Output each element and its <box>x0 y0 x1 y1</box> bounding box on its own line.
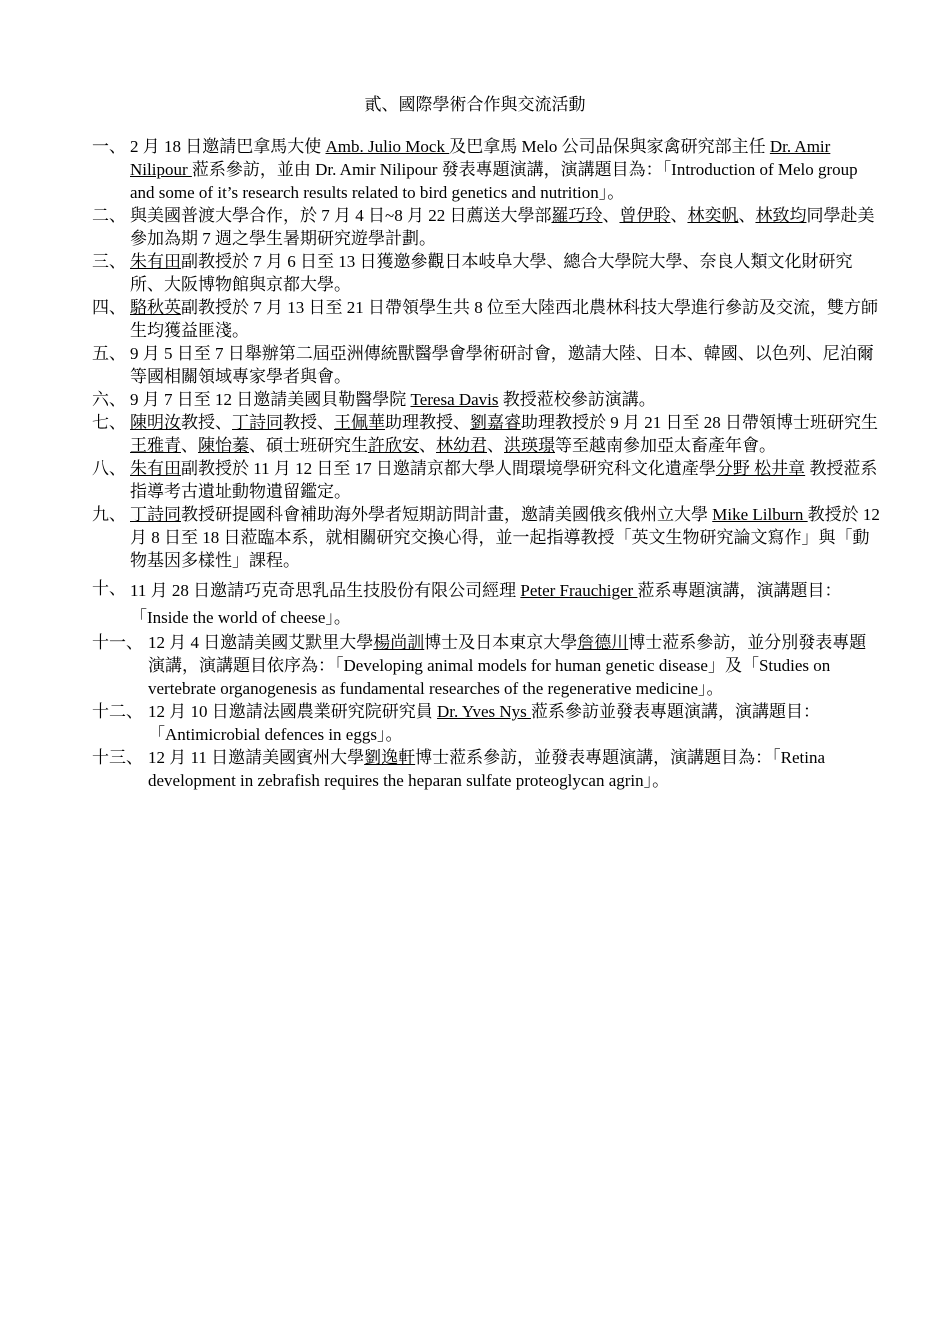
underlined-name: 王佩華 <box>334 413 385 432</box>
text-segment: 教授研提國科會補助海外學者短期訪問計畫，邀請美國俄亥俄州立大學 <box>181 505 713 524</box>
item-text <box>130 503 882 572</box>
item-text <box>148 631 882 700</box>
text-segment: 、 <box>602 206 620 225</box>
text-segment: 12 月 4 日邀請美國艾默里大學 <box>148 633 374 652</box>
item-number: 十一、 <box>92 633 143 652</box>
text-segment: 11 月 28 日邀請巧克奇思乳品生技股份有限公司經理 <box>130 581 521 600</box>
underlined-name: 丁詩同 <box>130 505 181 524</box>
underlined-name: Mike Lilburn <box>712 505 808 524</box>
underlined-name: Amb. Julio Mock <box>325 137 450 156</box>
underlined-name: 詹德川 <box>577 633 629 652</box>
underlined-name: 曾伊聆 <box>619 206 671 225</box>
text-segment: 、 <box>419 436 436 455</box>
underlined-name: 林幼君 <box>436 436 487 455</box>
text-segment: 蒞系參訪，並由 Dr. Amir Nilipour 發表專題演講，演講題目為：「Introduction of Melo group and some of it’s research results related to bird genetics and nutrition」。 <box>130 160 858 202</box>
list-item <box>92 250 882 296</box>
underlined-name: 朱有田 <box>130 459 181 478</box>
item-number: 一、 <box>92 137 126 156</box>
text-segment: 教授、 <box>181 413 232 432</box>
item-text <box>130 250 882 296</box>
list-item <box>92 411 882 457</box>
text-segment: 與美國普渡大學合作，於 7 月 4 日~8 月 22 日薦送大學部 <box>130 206 552 225</box>
underlined-name: 陳明汝 <box>130 413 181 432</box>
underlined-name: Dr. Yves Nys <box>437 702 531 721</box>
text-segment: 教授蒞系指導考古遺址動物遺留鑑定。 <box>130 459 878 501</box>
text-segment: 助理教授於 9 月 21 日至 28 日帶領博士班研究生 <box>521 413 878 432</box>
underlined-name: 丁詩同 <box>232 413 283 432</box>
list-item <box>92 204 882 250</box>
text-segment: 等至越南參加亞太畜產年會。 <box>555 436 776 455</box>
activity-list <box>92 135 882 792</box>
text-segment: 、 <box>181 436 198 455</box>
item-number: 三、 <box>92 252 126 271</box>
item-number: 五、 <box>92 344 126 363</box>
item-text <box>130 457 882 503</box>
list-item <box>92 135 882 204</box>
list-item <box>92 700 882 746</box>
list-item <box>92 746 882 792</box>
text-segment: 蒞系參訪並發表專題演講，演講題目：「Antimicrobial defences in eggs」。 <box>148 702 820 744</box>
text-segment: 、 <box>487 436 504 455</box>
underlined-name: 洪瑛璟 <box>504 436 555 455</box>
item-number: 四、 <box>92 298 126 317</box>
text-segment: 及巴拿馬 Melo 公司品保與家禽研究部主任 <box>449 137 770 156</box>
text-segment: 教授蒞校參訪演講。 <box>498 390 656 409</box>
text-segment: 副教授於 11 月 12 日至 17 日邀請京都大學人間環境學研究科文化遺產學 <box>181 459 716 478</box>
text-segment: 2 月 18 日邀請巴拿馬大使 <box>130 137 326 156</box>
text-segment: 博士蒞系參訪，並發表專題演講，演講題目為：「Retina development in zebrafish requires the heparan sulfate proteoglycan agrin」。 <box>148 748 825 790</box>
item-text <box>130 388 882 411</box>
text-segment: 、 <box>738 206 756 225</box>
text-segment: 9 月 7 日至 12 日邀請美國貝勒醫學院 <box>130 390 411 409</box>
list-item <box>92 631 882 700</box>
item-text <box>130 296 882 342</box>
underlined-name: Peter Frauchiger <box>520 581 638 600</box>
underlined-name: 許欣安 <box>368 436 419 455</box>
text-segment: 12 月 10 日邀請法國農業研究院研究員 <box>148 702 437 721</box>
item-text <box>148 746 882 792</box>
item-text <box>148 700 882 746</box>
item-number: 七、 <box>92 413 126 432</box>
item-text <box>130 342 882 388</box>
item-number: 八、 <box>92 459 126 478</box>
item-text <box>130 577 882 631</box>
item-number: 九、 <box>92 505 126 524</box>
list-item <box>92 296 882 342</box>
text-segment: 副教授於 7 月 13 日至 21 日帶領學生共 8 位至大陸西北農林科技大學進行參訪及交流，雙方師生均獲益匪淺。 <box>130 298 878 340</box>
item-number: 十三、 <box>92 748 143 767</box>
item-number: 二、 <box>92 206 126 225</box>
underlined-name: 劉嘉睿 <box>470 413 521 432</box>
text-segment: 蒞系專題演講，演講題目：「Inside the world of cheese」。 <box>130 581 842 627</box>
item-number: 十二、 <box>92 702 143 721</box>
item-number: 六、 <box>92 390 126 409</box>
underlined-name: 劉逸軒 <box>364 748 416 767</box>
text-segment: 博士及日本東京大學 <box>424 633 578 652</box>
underlined-name: Teresa Davis <box>410 390 499 409</box>
item-text <box>130 135 882 204</box>
text-segment: 、 <box>670 206 688 225</box>
item-number: 十、 <box>92 579 126 598</box>
underlined-name: 林致均 <box>755 206 807 225</box>
text-segment: 、碩士班研究生 <box>249 436 368 455</box>
underlined-name: 王雅青 <box>130 436 181 455</box>
text-segment: 教授於 12 月 8 日至 18 日蒞臨本系，就相關研究交換心得，並一起指導教授「英文生物研究論文寫作」與「動物基因多樣性」課程。 <box>130 505 880 570</box>
underlined-name: 羅巧玲 <box>551 206 603 225</box>
underlined-name: 林奕帆 <box>687 206 739 225</box>
text-segment: 教授、 <box>283 413 334 432</box>
underlined-name: 楊尚訓 <box>373 633 425 652</box>
text-segment: 助理教授、 <box>385 413 470 432</box>
item-text <box>130 411 882 457</box>
list-item <box>92 577 882 631</box>
list-item <box>92 342 882 388</box>
text-segment: 9 月 5 日至 7 日舉辦第二屆亞洲傳統獸醫學會學術研討會，邀請大陸、日本、韓國、以色列、尼泊爾等國相關領域專家學者與會。 <box>130 344 874 386</box>
underlined-name: 陳怡蓁 <box>198 436 249 455</box>
list-item <box>92 503 882 572</box>
underlined-name: Dr. Amir Nilipour <box>130 137 831 179</box>
item-text <box>130 204 882 250</box>
text-segment: 12 月 11 日邀請美國賓州大學 <box>148 748 365 767</box>
text-segment: 副教授於 7 月 6 日至 13 日獲邀參觀日本岐阜大學、總合大學院大學、奈良人類文化財研究所、大阪博物館與京都大學。 <box>130 252 853 294</box>
underlined-name: 駱秋英 <box>130 298 181 317</box>
underlined-name: 分野 松井章 <box>715 459 806 478</box>
text-segment: 同學赴美參加為期 7 週之學生暑期研究遊學計劃。 <box>130 206 875 248</box>
text-segment: 博士蒞系參訪，並分別發表專題演講，演講題目依序為：「Developing animal models for human genetic disease」及「Studies on vertebrate organogenesis as fundamental researches of the regenerative medicine」。 <box>148 633 867 698</box>
list-item <box>92 388 882 411</box>
page-title: 貳、國際學術合作與交流活動 <box>364 95 586 114</box>
underlined-name: 朱有田 <box>130 252 181 271</box>
list-item <box>92 457 882 503</box>
